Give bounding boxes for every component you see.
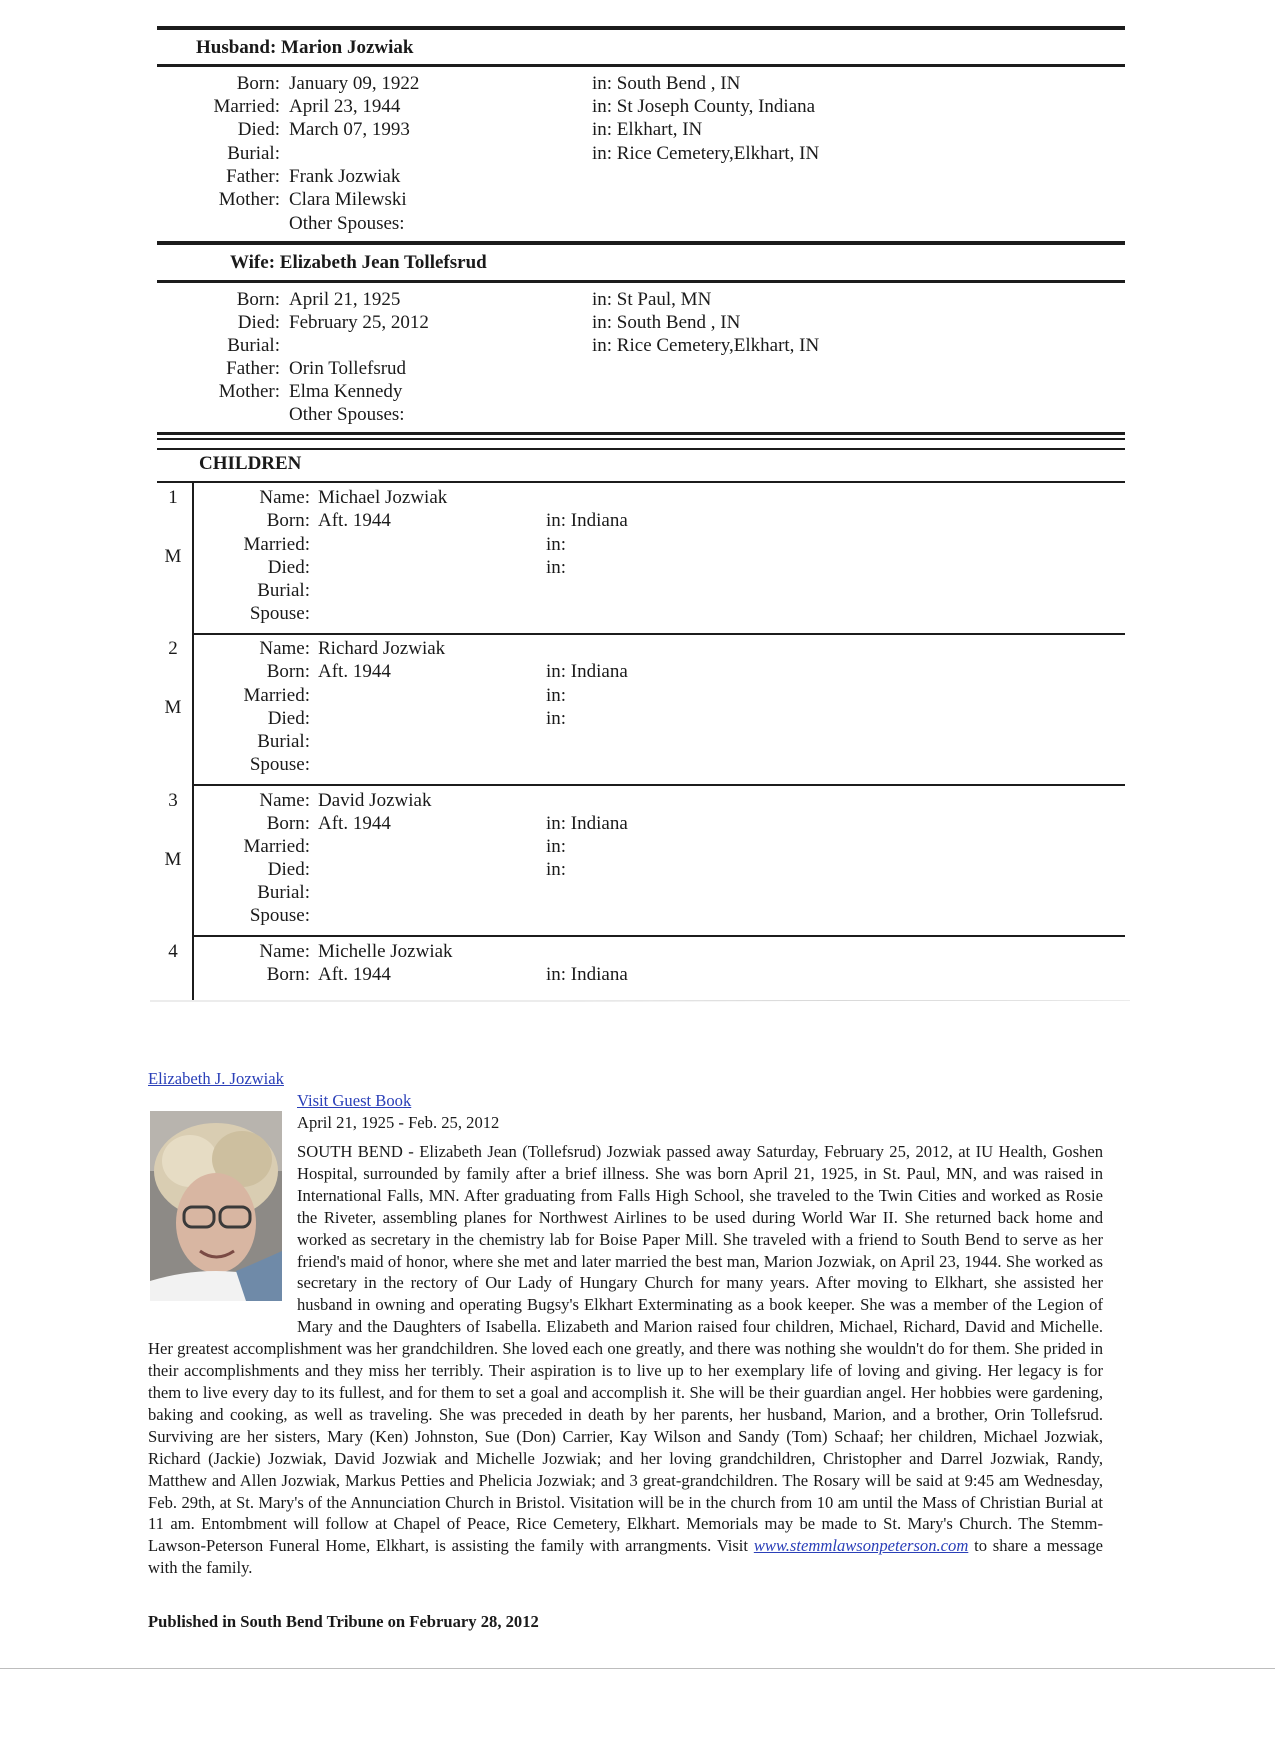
wife-died-place: in: South Bend , IN [592,312,741,333]
wife-burial-label: Burial: [227,335,280,356]
husband-born-label: Born: [236,73,280,94]
child-2-name: Richard Jozwiak [318,638,446,659]
child-4-born: Aft. 1944 [318,964,391,985]
guest-book-text[interactable]: Visit Guest Book [297,1091,412,1110]
child-3-name-label: Name: [259,790,310,811]
child-3-number: 3 [168,790,178,811]
child-3-died-label: Died: [267,859,310,880]
child-3-burial-label: Burial: [257,882,310,903]
wife-born-value: April 21, 1925 [289,289,401,310]
child-1-married-label: Married: [243,534,310,555]
husband-died-value: March 07, 1993 [289,119,410,140]
child-4-name-label: Name: [259,941,310,962]
husband-mother-value: Clara Milewski [289,189,407,210]
husband-married-value: April 23, 1944 [289,96,401,117]
child-3-born-place: in: Indiana [546,813,628,834]
child-2-spouse-label: Spouse: [249,754,310,775]
child-1-burial-label: Burial: [257,580,310,601]
funeral-home-website-link[interactable]: www.stemmlawsonpeterson.com [753,1536,969,1556]
husband-burial-place: in: Rice Cemetery,Elkhart, IN [592,143,820,164]
wife-mother-value: Elma Kennedy [289,381,403,402]
top-rule [157,26,1125,30]
published-line: Published in South Bend Tribune on February 28, 2012 [148,1612,539,1631]
obituary-dates: April 21, 1925 - Feb. 25, 2012 [297,1113,500,1132]
child-1-married-place: in: [546,534,567,555]
wife-burial-place: in: Rice Cemetery,Elkhart, IN [592,335,820,356]
husband-father-label: Father: [226,166,280,187]
child-2-number: 2 [168,638,178,659]
child-2-died-label: Died: [267,708,310,729]
husband-name: Marion Jozwiak [281,37,414,58]
husband-died-label: Died: [237,119,280,140]
child-1-born: Aft. 1944 [318,510,391,531]
husband-other-spouses: Other Spouses: [289,213,405,234]
child-2-sex: M [164,697,182,718]
wife-father-value: Orin Tollefsrud [289,358,407,379]
obituary-name[interactable]: Elizabeth J. Jozwiak [148,1069,284,1088]
child-1-born-place: in: Indiana [546,510,628,531]
children-top-rule-c [157,448,1125,450]
page-bottom-rule [0,1668,1275,1669]
child-3-born: Aft. 1944 [318,813,391,834]
husband-header [196,37,414,59]
child-2-married-label: Married: [243,685,310,706]
husband-died-place: in: Elkhart, IN [592,119,703,140]
child-1-name-label: Name: [259,487,310,508]
child-4-born-place: in: Indiana [546,964,628,985]
husband-born-place: in: South Bend , IN [592,73,741,94]
child-3-sex: M [164,849,182,870]
wife-died-value: February 25, 2012 [289,312,429,333]
child-2-died-place: in: [546,708,567,729]
wife-father-label: Father: [226,358,280,379]
child-1-rule [192,633,1125,635]
guest-book-link[interactable] [297,1091,411,1111]
children-top-rule-a [157,432,1125,435]
children-top-rule-b [157,438,1125,440]
child-3-married-place: in: [546,836,567,857]
husband-label: Husband: [196,37,277,58]
wife-born-label: Born: [236,289,280,310]
wife-name: Elizabeth Jean Tollefsrud [279,252,487,273]
child-1-died-place: in: [546,557,567,578]
wife-born-place: in: St Paul, MN [592,289,712,310]
child-3-rule [192,935,1125,937]
child-2-born-label: Born: [266,661,310,682]
obituary-body-text: SOUTH BEND - Elizabeth Jean (Tollefsrud) Jozwiak passed away Saturday, February 25, 2012, at IU Health, Goshen Hospital, surrounded by family after a brief illness. She was born April 21, 1925, in St. Paul, MN, and was raised in International Falls, MN. After graduating from Falls High School, she traveled to the Twin Cities and worked as Rosie the Riveter, assembling planes for Northwest Airlines to be used during World War II. She returned back home and worked as secretary in the chemistry lab for Boise Paper Mill. She traveled with a friend to South Bend to serve as her friend's maid of honor, where she met and later married the best man, Marion Jozwiak, on April 23, 1944. She worked as secretary in the rectory of Our Lady of Hungary Church for many years. After moving to Elkhart, she assisted her husband in owning and operating Bugsy's Elkhart Exterminating as a book keeper. She was a member of the Legion of Mary and the Daughters of Isabella. Elizabeth and Marion raised four children, Michael, Richard, David and Michelle. Her greatest accomplishment was her grandchildren. She loved each one greatly, and there was nothing she wouldn't do for them. She prided in their accomplishments and they miss her terribly. Their aspiration is to live up to her exemplary life of loving and giving. Her legacy is for them to live every day to its fullest, and for them to set a goal and accomplish it. She will be their guardian angel. Her hobbies were gardening, baking and cooking, as well as traveling. She was preceded in death by her parents, her husband, Marion, and a brother, Orin Tollefsrud. Surviving are her sisters, Mary (Ken) Johnston, Sue (Don) Carrier, Kay Wilson and Sandy (Tom) Schaaf; her children, Michael Jozwiak, Richard (Jackie) Jozwiak, David Jozwiak and Michelle Jozwiak; and her loving grandchildren, Christopher and Darrel Jozwiak, Randy, Matthew and Allen Jozwiak, Markus Petties and Phelicia Jozwiak; and 3 great-grandchildren. The Rosary will be said at 9:45 am Wednesday, Feb. 29th, at St. Mary's of the Annunciation Church in Bristol. Visitation will be in the church from 10 am until the Mass of Christian Burial at 11 am. Entombment will follow at Chapel of Peace, Rice Cemetery, Elkhart. Memorials may be made to St. Mary's Church. The Stemm-Lawson-Peterson Funeral Home, Elkhart, is assisting the family with arrangments. Visit [148,1142,1103,1556]
husband-born-value: January 09, 1922 [289,73,420,94]
husband-married-label: Married: [213,96,280,117]
children-header-rule [157,481,1125,483]
children-header: CHILDREN [199,453,302,474]
wife-header [230,252,487,274]
husband-mother-label: Mother: [218,189,280,210]
child-4-number: 4 [168,941,178,962]
child-1-name: Michael Jozwiak [318,487,448,508]
child-2-born: Aft. 1944 [318,661,391,682]
wife-label: Wife: [230,252,276,273]
child-3-spouse-label: Spouse: [249,905,310,926]
obituary-body-end: to share a message with the family. [148,1536,1103,1578]
wife-mother-label: Mother: [218,381,280,402]
child-1-died-label: Died: [267,557,310,578]
husband-married-place: in: St Joseph County, Indiana [592,96,816,117]
child-1-sex: M [164,546,182,567]
husband-father-value: Frank Jozwiak [289,166,401,187]
children-column-divider [192,483,194,1001]
child-2-married-place: in: [546,685,567,706]
child-2-rule [192,784,1125,786]
wife-other-spouses: Other Spouses: [289,404,405,425]
photo-float-spacer [148,1141,297,1325]
child-3-name: David Jozwiak [318,790,432,811]
wife-rule [157,280,1125,283]
child-1-spouse-label: Spouse: [249,603,310,624]
child-3-died-place: in: [546,859,567,880]
child-2-born-place: in: Indiana [546,661,628,682]
child-3-married-label: Married: [243,836,310,857]
paper-cut-edge [0,1000,1275,1040]
child-2-burial-label: Burial: [257,731,310,752]
wife-top-rule [157,241,1125,245]
wife-died-label: Died: [237,312,280,333]
child-3-born-label: Born: [266,813,310,834]
husband-burial-label: Burial: [227,143,280,164]
obituary-name-link[interactable] [148,1069,284,1089]
husband-rule [157,64,1125,67]
child-2-name-label: Name: [259,638,310,659]
child-1-born-label: Born: [266,510,310,531]
child-4-born-label: Born: [266,964,310,985]
child-4-name: Michelle Jozwiak [318,941,453,962]
child-1-number: 1 [168,487,178,508]
obituary-body [148,1141,1103,1579]
